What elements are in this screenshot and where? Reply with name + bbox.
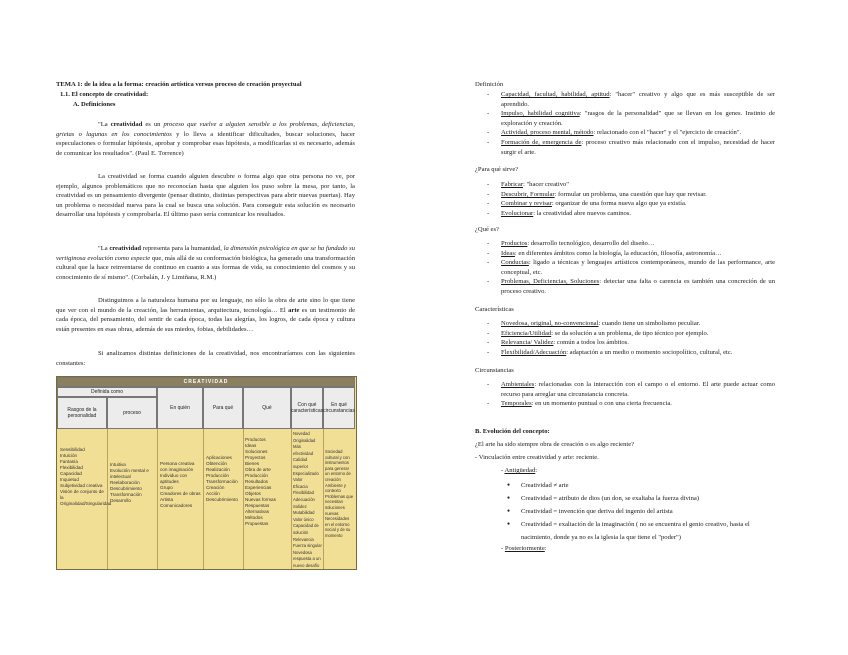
table-cell-item: Individuo con aptitudes <box>160 473 188 484</box>
caracteristicas-title: Características <box>475 306 514 313</box>
table-cell-item: Descubrimiento <box>206 497 238 502</box>
table-header: Qué <box>243 387 291 429</box>
table-cell-item: Producción <box>206 473 229 478</box>
circunstancias-list <box>475 380 775 409</box>
table-cell-item: Propuestas <box>245 521 269 526</box>
table-cell-item: Originalidad <box>293 437 316 443</box>
table-cell-item: Grupo <box>160 485 173 490</box>
quote-corbalan: "La creatividad representa para la humanidad, la dimensión psicológica en que se ha fundado su vertiginosa evolución como especie que, más allá de su conformación biológica, ha generado una transformación cultural que la hace reinventarse de continuo en cuanto a sus formas de vida, su conocimiento del cosmos y su conocimiento de sí mismo". (Corbalán, J. y Limiñana, R.M.) <box>56 245 355 281</box>
antiguedad-item: ● Creatividad ≠ arte <box>475 479 775 492</box>
antiguedad-label: - Antigüedad: <box>501 467 538 474</box>
table-cell-item: Capacidad de solución <box>293 523 319 535</box>
table-cell-item: Intuitiva <box>110 462 126 467</box>
table-cell-item: Bienes <box>245 461 260 466</box>
list-item <box>475 277 775 296</box>
table-cell-item: Ideas <box>245 443 257 448</box>
subsection-heading: A. Definiciones <box>73 101 116 108</box>
table-cell-item: Más efectividad <box>293 444 314 456</box>
list-item <box>475 348 775 358</box>
caracteristicas-list <box>475 319 775 357</box>
table-cell-item: Necesidades en el entorno social y de su momento <box>325 516 351 538</box>
table-cell-item: Subjetividad creativa <box>60 483 103 488</box>
list-item-term: Impulso, habilidad cognitiva <box>501 110 580 118</box>
list-item-text: : adaptación a un medio o momento sociopolítico, cultural, etc. <box>566 348 733 356</box>
quote-torrence: "La creatividad es un proceso que vuelve a alguien sensible a los problemas, deficiencias, grietas o lagunas en los conocimientos y lo lleva a identificar dificultades, buscar soluciones, hacer especulaciones o formular hipótesis, aprobar y comprobar esas hipótesis, a modificarlas si es necesario, además de comunicar los resultados". (Paul E. Torrence) <box>56 121 355 157</box>
table-col-que <box>245 437 290 527</box>
table-cell-item: Flexibilidad <box>293 490 314 496</box>
list-item-text: : se da solución a un problema, de tipo técnico por ejemplo. <box>551 329 709 337</box>
list-item-text: : "hacer" creativo y algo que es más susceptible de ser aprendido. <box>501 91 775 108</box>
list-item-text: : desarrollo tecnológico, desarrollo del diseño… <box>527 240 655 247</box>
table-cell-item: Proyectos <box>245 455 266 460</box>
antiguedad-item: ● Creatividad = atributo de dios (un don, se exaltaba la fuerza divina) <box>475 492 775 505</box>
list-item <box>475 258 775 277</box>
table-cell-item: Métodos <box>245 515 263 520</box>
antiguedad-list <box>475 479 775 544</box>
table-cell-item: Obtención <box>206 461 227 466</box>
list-item-term: Novedosa, original, no-convencional <box>501 320 599 327</box>
table-cell-item: Novedosa respuesta a un nuevo desafío <box>293 549 321 568</box>
table-cell-item: Realización <box>206 467 230 472</box>
list-item-text: : proceso creativo más relacionado con el impulso, necesidad de hacer surgir el arte. <box>501 138 775 156</box>
list-item-term: Relevancia/ Validez <box>501 339 554 347</box>
table-cell-item: Adecuación <box>293 496 315 502</box>
evolucion-heading: B. Evolución del concepto: <box>475 428 550 435</box>
list-item-term: Descubrir, Formular <box>501 190 555 198</box>
evolucion-vinculacion: - Vinculación entre creatividad y arte: reciente. <box>475 454 599 461</box>
list-item-text: : "hacer creativo" <box>522 181 569 188</box>
table-col-rasgos <box>60 447 112 507</box>
list-item-term: Evolucionar <box>501 209 534 217</box>
table-cell-item: Valor único <box>293 516 314 522</box>
table-cell-item: Creadores de obras <box>160 491 201 496</box>
definicion-list <box>475 90 775 157</box>
list-item <box>475 90 775 109</box>
list-item <box>475 199 775 209</box>
table-cell-item: Especializado <box>293 470 319 476</box>
list-item <box>475 239 775 249</box>
table-header: En quién <box>157 387 203 429</box>
evolucion-question: ¿El arte ha sido siempre obra de creación o es algo reciente? <box>475 441 635 448</box>
list-item-text: : ligado a técnicas y lenguajes artísticos contemporáneos, mundo de las performance, arte conceptual, etc. <box>501 259 775 276</box>
table-cell-item: Acción <box>206 491 220 496</box>
list-item-text: : la creatividad abre nuevos caminos. <box>533 209 632 217</box>
list-item-text: : común a todos los ámbitos. <box>553 339 629 347</box>
list-item-text: : en un momento puntual o con una cierta frecuencia. <box>531 400 672 408</box>
list-item-term: Capacidad, facultad, habilidad, aptitud <box>501 91 610 98</box>
table-cell-item: Persona creativa con imaginación <box>160 461 195 472</box>
list-item-term: Ambientales <box>501 381 535 388</box>
list-item <box>475 138 775 157</box>
antiguedad-item: ● Creatividad = invención que deriva del ingenio del artista <box>475 505 775 518</box>
table-cell-item: Sociedad cultural y con instrumentos para generar un entorno de creación <box>325 449 351 482</box>
que-title: ¿Qué es? <box>475 226 499 233</box>
table-cell-item: Objetos <box>245 491 261 496</box>
list-item <box>475 380 775 399</box>
list-item-text: : formular un problema, una cuestión que hay que revisar. <box>554 190 707 198</box>
table-cell-item: Desarrollo <box>110 498 131 503</box>
table-header: Rasgos de la personalidad <box>57 397 107 429</box>
table-cell-item: Sensibilidad <box>60 447 85 452</box>
list-item <box>475 180 775 190</box>
list-item-term: Productos <box>501 240 528 247</box>
table-cell-item: Ambiente y contexto <box>325 482 346 494</box>
circunstancias-title: Circunstancias <box>475 367 514 374</box>
table-cell-item: Valor <box>293 477 303 483</box>
definicion-title: Definición <box>475 81 504 88</box>
list-item <box>475 249 775 259</box>
table-header: Con qué características <box>291 387 323 429</box>
list-item-text: : relacionadas con la interacción con el campo o el entorno. El arte puede actuar como recurso para arreglar una circunstancia concreta. <box>501 381 775 398</box>
table-cell-item: Evolución mental e intelectual <box>110 468 149 479</box>
list-item <box>475 209 775 219</box>
table-header: proceso <box>107 397 157 429</box>
table-header: En qué circunstancias <box>323 387 355 429</box>
table-cell-item: Relevancia <box>293 536 314 542</box>
right-page <box>424 0 848 655</box>
list-item-text: : "rasgos de la personalidad" que se llevan en los genes. Instinto de exploración y creación. <box>501 110 775 127</box>
sirve-title: ¿Para qué sirve? <box>475 166 519 173</box>
table-cell-item: Transformación <box>206 479 238 484</box>
antiguedad-item: ● Creatividad = exaltación de la imaginación ( no se encuentra el genio creativo, hasta el nacimiento, donde ya no es la iglesia la que tiene el "poder") <box>475 518 775 544</box>
table-cell-item: Novedad <box>293 431 310 436</box>
paragraph-art: Distinguimos a la naturaleza humana por su lenguaje, no sólo la obra de arte sino lo que tiene que ver con el mundo de la creación, las herramientas, arquitectura, tecnología… El arte es un testimonio de cada época, del pensamiento, del sentir de cada época, todas las alegrías, los logros, de cada época y cultura están presentes en esas obras, además de sus miedos, fobias, debilidades… <box>56 297 355 333</box>
list-item <box>475 319 775 329</box>
table-cell-item: Eficacia <box>293 483 308 489</box>
table-cell-item: Mutabilidad <box>293 510 315 516</box>
table-cell-item: Reelaboración <box>110 480 140 485</box>
table-col-para-que <box>206 455 242 503</box>
list-item-text: : relacionado con el "hacer" y el "ejercicio de creación". <box>593 129 742 137</box>
list-item-term: Conductas <box>501 259 529 267</box>
table-cell-item: Capacidad <box>60 471 82 476</box>
topic-heading: TEMA 1: de la idea a la forma: creación artística versus proceso de creación proyectual <box>56 81 302 88</box>
list-item-term: Temporales <box>501 400 532 408</box>
table-col-proceso <box>110 462 156 504</box>
table-cell-item: Originalidad/Singularidad <box>60 501 112 506</box>
table-col-caracteristicas <box>293 431 322 569</box>
table-cell-item: Aplicaciones <box>206 455 232 460</box>
table-group-header: Definida como <box>57 387 157 397</box>
list-item-text: : organizar de una forma nueva algo que ya existía. <box>551 200 687 208</box>
table-cell-item: Creación <box>206 485 225 490</box>
creativity-table <box>56 376 357 570</box>
que-list <box>475 239 775 297</box>
table-header: Para qué <box>203 387 243 429</box>
table-cell-item: Flexibilidad <box>60 465 83 470</box>
table-cell-item: Producción <box>245 473 268 478</box>
section-heading: 1.1. El concepto de creatividad: <box>60 91 149 98</box>
list-item-term: Combinar y revisar <box>501 200 552 208</box>
table-cell-item: Fantasía <box>60 459 78 464</box>
list-item-term: Flexibilidad/Adecuación <box>501 348 567 356</box>
table-cell-item: Resultados <box>245 479 268 484</box>
table-cell-item: Experiencias <box>245 485 272 490</box>
list-item <box>475 329 775 339</box>
table-cell-item: Obra de arte <box>245 467 271 472</box>
table-cell-item: Inquietud <box>60 477 79 482</box>
table-cell-item: Transformación <box>110 492 142 497</box>
list-item-text: : en diferentes ámbitos como la biología, la educación, filosofía, astronomía… <box>514 249 722 257</box>
list-item <box>475 128 775 138</box>
list-item-text: : detectar una falta o carencia es también una concreción de un proceso creativo. <box>501 278 775 295</box>
list-item-term: Actividad, proceso mental, método <box>501 129 594 137</box>
list-item-term: Eficiencia/Utilidad <box>501 329 552 337</box>
table-cell-item: Problemas que necesitan soluciones nuevas <box>325 493 354 516</box>
table-cell-item: Respuestas <box>245 503 270 508</box>
table-cell-item: Descubrimiento <box>110 486 142 491</box>
paragraph-divergent: La creatividad se forma cuando alguien descubre o forma algo que otra persona no ve, por ejemplo, algunos problemáticos que no reconocían hasta que alguien los puso sobre la mesa, por tanto, la creatividad es un pensamiento divergente (pensar distinto, distintas perspectivas para abrir nuevas puertas). Hay un problema o necesidad nueva para la cual se busca una solución. Para conseguir esta solución es necesario desarrollar una hipótesis y comprobarla. El último paso sería comunicar los resultados. <box>56 173 355 219</box>
table-cell-item: Alternativas <box>245 509 270 514</box>
list-item <box>475 399 775 409</box>
list-item-term: Formación de, emergencia de <box>501 138 582 146</box>
table-cell-item: Productos <box>245 437 266 442</box>
table-cell-item: Fuerza singular <box>293 543 322 549</box>
table-col-en-quien <box>160 461 202 509</box>
list-item-term: Fabricar <box>501 181 523 188</box>
table-cell-item: Calidad superior <box>293 457 309 469</box>
list-item-term: Ideas <box>501 249 515 257</box>
table-cell-item: Visión de conjunto de la <box>60 489 104 500</box>
list-item-term: Problemas, Deficiencias, Soluciones <box>501 278 600 286</box>
list-item <box>475 109 775 128</box>
table-cell-item: Intuición <box>60 453 78 458</box>
table-cell-item: Soluciones <box>245 449 268 454</box>
posteriormente-label: - Posteriormente: <box>501 545 547 552</box>
list-item <box>475 338 775 348</box>
sirve-list <box>475 180 775 218</box>
paragraph-constants: Si analizamos distintas definiciones de la creatividad, nos encontraríamos con las siguientes constantes: <box>56 350 355 367</box>
table-cell-item: Nuevas formas <box>245 497 276 502</box>
table-title: CREATIVIDAD <box>57 377 355 387</box>
table-col-circunstancias <box>325 449 354 539</box>
table-cell-item: Artista <box>160 497 174 502</box>
table-cell-item: Solidez <box>293 503 307 509</box>
list-item <box>475 190 775 200</box>
list-item-text: : cuando tiene un simbolismo peculiar. <box>598 320 701 327</box>
table-cell-item: Comunicadores <box>160 503 193 508</box>
